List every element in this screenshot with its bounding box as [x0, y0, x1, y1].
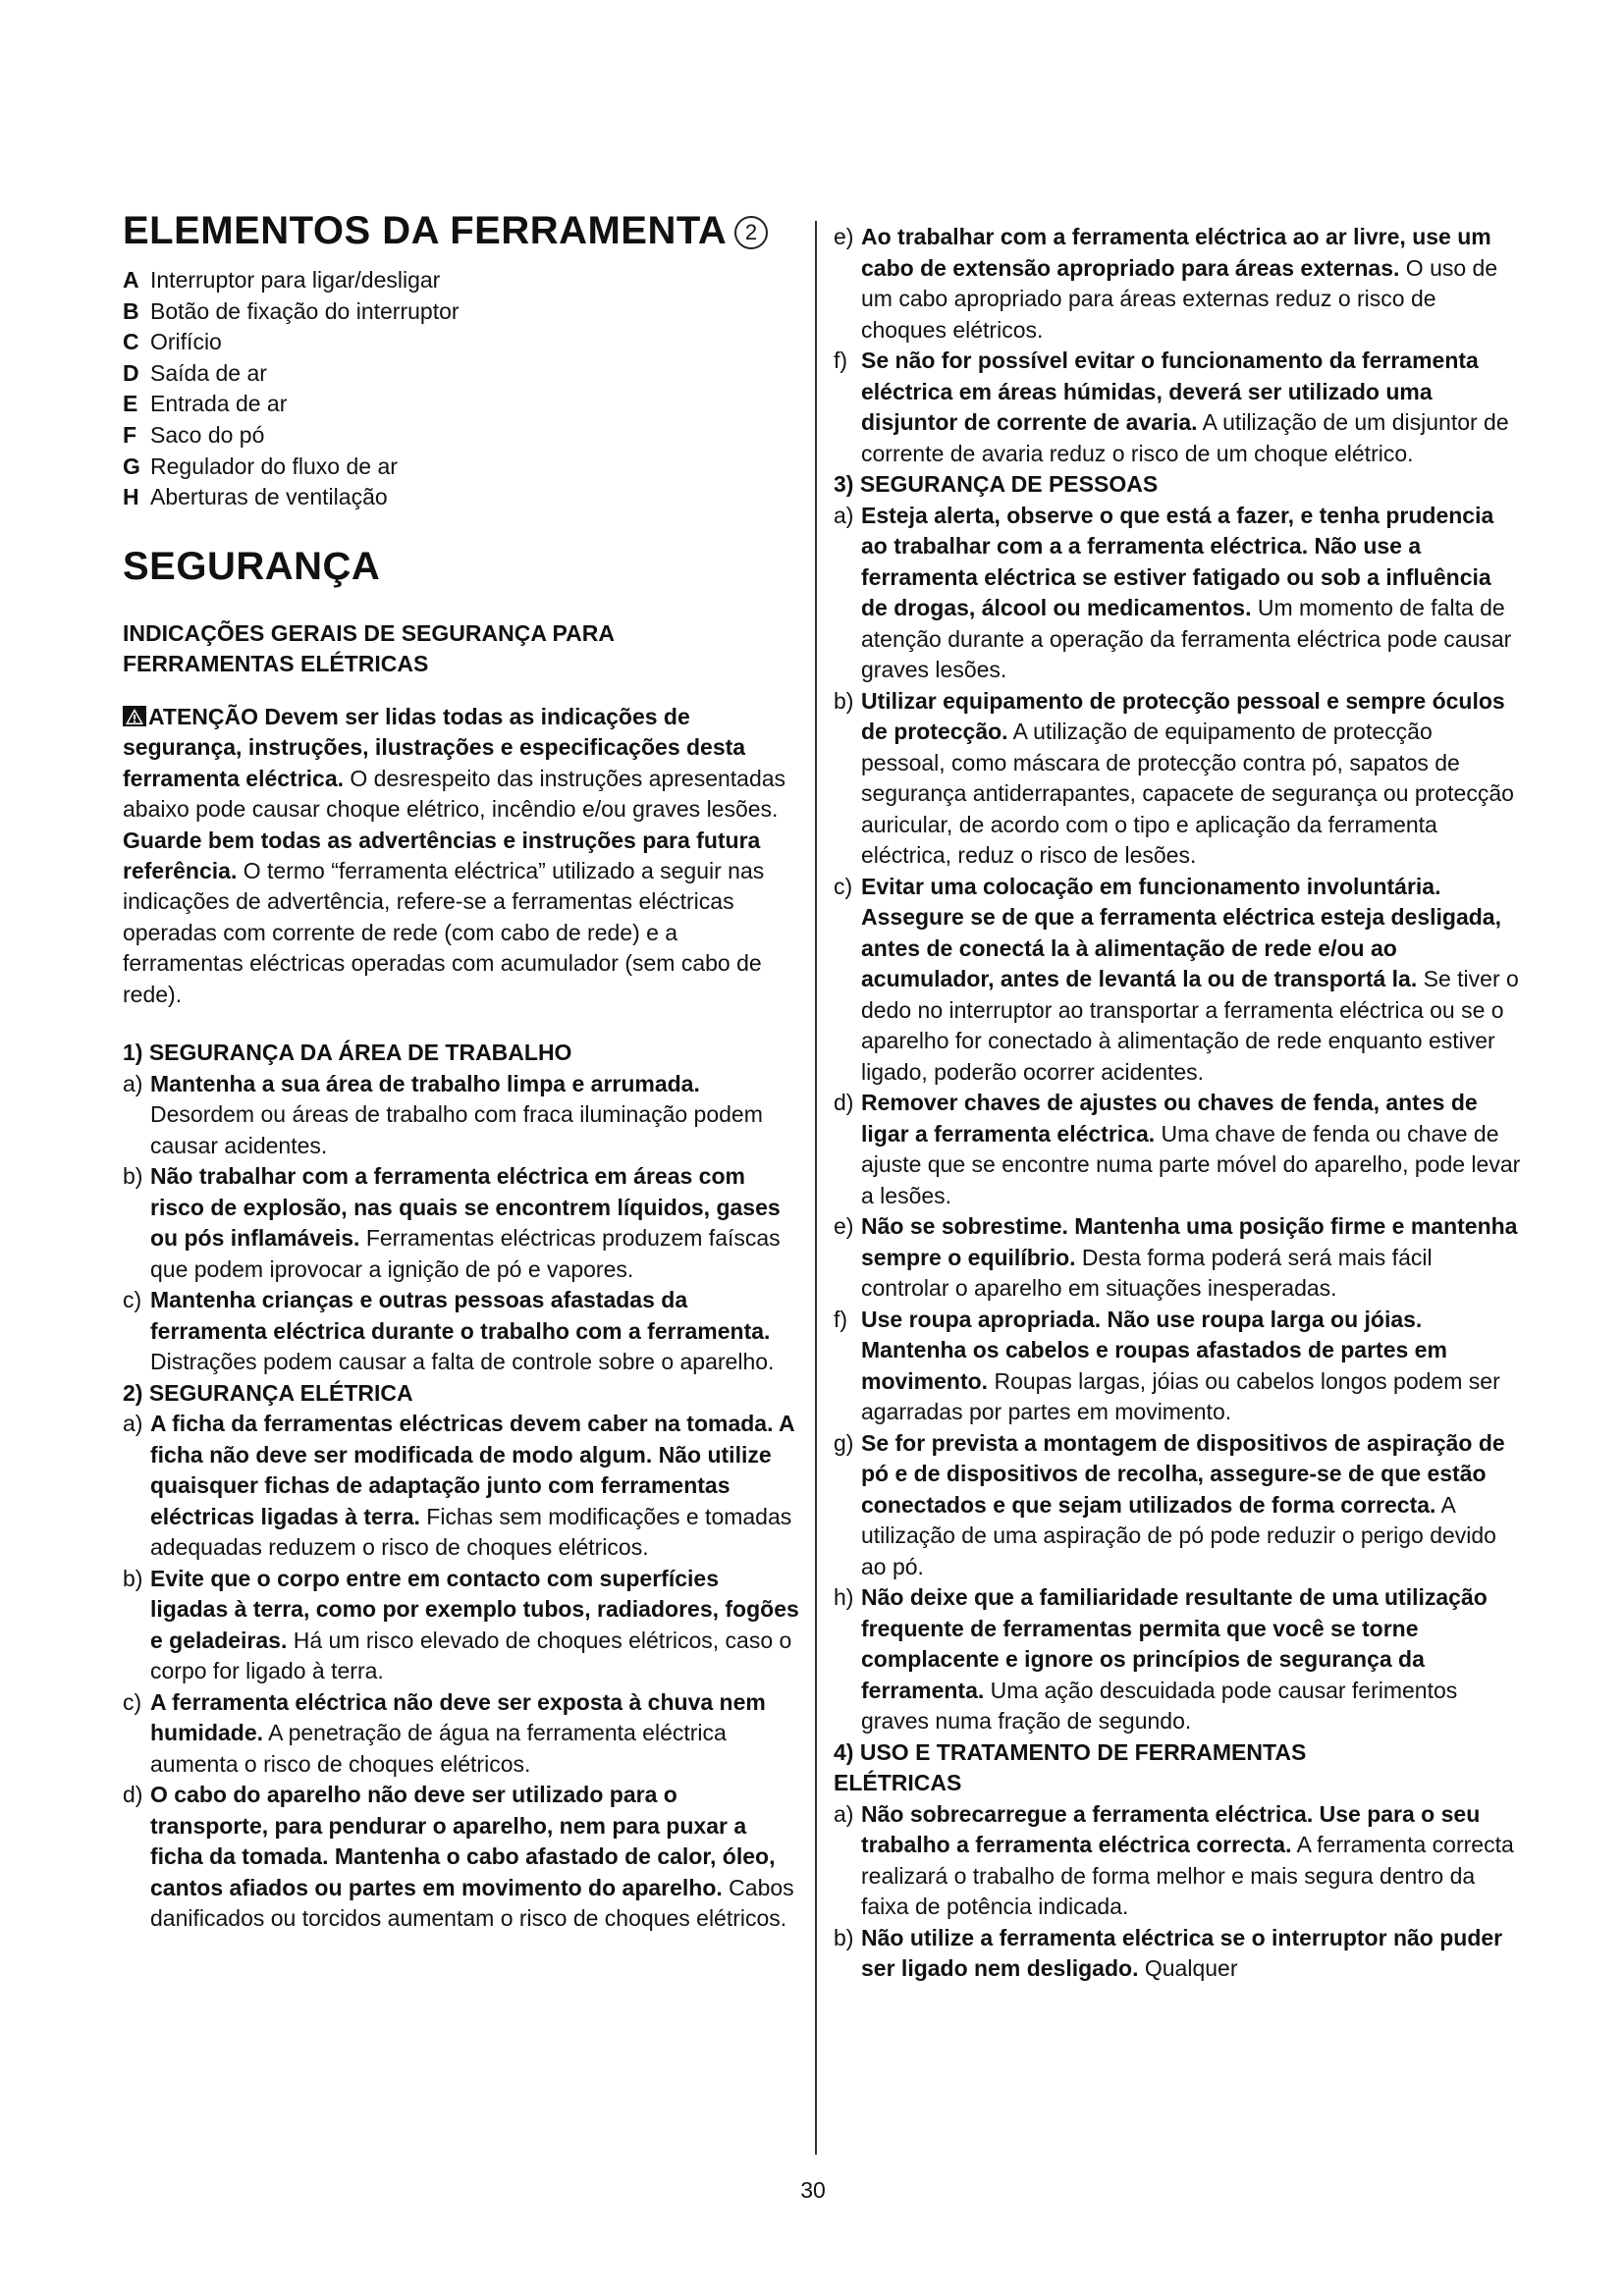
section-3-list [834, 501, 1521, 1737]
left-sections [123, 1038, 800, 1935]
list-item: G Regulador do fluxo de ar [123, 453, 398, 479]
list-item: E Entrada de ar [123, 391, 288, 417]
tool-elements-title-text: ELEMENTOS DA FERRAMENTA [123, 209, 728, 252]
page-number: 30 [800, 2177, 826, 2203]
list-item: H Aberturas de ventilação [123, 484, 388, 510]
right-sections [834, 222, 1521, 1985]
list-item: B Botão de fixação do interruptor [123, 297, 460, 324]
list-item: b) Não trabalhar com a ferramenta eléctrica em áreas com risco de explosão, nas quais se encontrem líquidos, gases ou pós inflamáveis. Ferramentas eléctricas produzem faíscas que podem iprovocar a ignição de pó e vapores. [123, 1163, 781, 1282]
figure-ref-badge: 2 [734, 216, 768, 249]
list-item: A Interruptor para ligar/desligar [123, 267, 441, 293]
warning-paragraph: ATENÇÃO Devem ser lidas todas as indicações de segurança, instruções, ilustrações e especificações desta ferramenta eléctrica. O desrespeito das instruções apresentadas abaixo pode causar choque elétrico, incêndio e/ou graves lesões. Guarde bem todas as advertências e instruções para futura referência. O termo “ferramenta eléctrica” utilizado a seguir nas indicações de advertência, refere-se a ferramentas eléctricas operadas com corrente de rede (com cabo de rede) e a ferramentas eléctricas operadas com acumulador (sem cabo de rede). [123, 704, 786, 1007]
warning-icon [123, 706, 146, 726]
section-heading: 3) SEGURANÇA DE PESSOAS [834, 471, 1159, 497]
section-heading: 4) USO E TRATAMENTO DE FERRAMENTAS ELÉTRICAS [834, 1738, 1307, 1795]
list-item: f) Use roupa apropriada. Não use roupa larga ou jóias. Mantenha os cabelos e roupas afastados de partes em movimento. Roupas largas, jóias ou cabelos longos podem ser agarradas por partes em movimento. [834, 1306, 1500, 1424]
safety-title: SEGURANÇA [123, 545, 381, 588]
list-item: a) Esteja alerta, observe o que está a fazer, e tenha prudencia ao trabalhar com a a ferramenta eléctrica. Não use a ferramenta eléctrica se estiver fatigado ou sob a influência de drogas, álcool ou medicamentos. Um momento de falta de atenção durante a operação da ferramenta eléctrica pode causar graves lesões. [834, 502, 1512, 682]
list-item: h) Não deixe que a familiaridade resultante de uma utilização frequente de ferramentas permita que você se torne complacente e ignore os princípios de segurança da ferramenta. Uma ação descuidada pode causar ferimentos graves numa fração de segundo. [834, 1584, 1488, 1734]
section-4-list [834, 1799, 1521, 1985]
list-item: d) O cabo do aparelho não deve ser utilizado para o transporte, para pendurar o aparelho, nem para puxar a ficha da tomada. Mantenha o cabo afastado de calor, óleo, cantos afiados ou partes em movimento do aparelho. Cabos danificados ou torcidos aumentam o risco de choques elétricos. [123, 1782, 794, 1931]
list-item: b) Utilizar equipamento de protecção pessoal e sempre óculos de protecção. A utilização de equipamento de protecção pessoal, como máscara de protecção contra pó, sapatos de segurança antiderrapantes, capacete de segurança ou protecção auricular, de acordo com o tipo e aplicação da ferramenta eléctrica, reduz o risco de lesões. [834, 687, 1514, 868]
list-item: g) Se for prevista a montagem de dispositivos de aspiração de pó e de dispositivos de recolha, assegure-se de que estão conectados e que sejam utilizados de forma correcta. A utilização de uma aspiração de pó pode reduzir o perigo devido ao pó. [834, 1429, 1505, 1579]
list-item: d) Remover chaves de ajustes ou chaves de fenda, antes de ligar a ferramenta eléctrica. Uma chave de fenda ou chave de ajuste que se encontre numa parte móvel do aparelho, pode levar a lesões. [834, 1090, 1521, 1208]
list-item: e) Ao trabalhar com a ferramenta eléctrica ao ar livre, use um cabo de extensão apropriado para áreas externas. O uso de um cabo apropriado para áreas externas reduz o risco de choques elétricos. [834, 224, 1498, 343]
list-item: b) Não utilize a ferramenta eléctrica se o interruptor não puder ser ligado nem desligado. Qualquer [834, 1924, 1503, 1981]
list-item: c) Evitar uma colocação em funcionamento involuntária. Assegure se de que a ferramenta eléctrica esteja desligada, antes de conectá la à alimentação de rede e/ou ao acumulador, antes de levantá la ou de transportá la. Se tiver o dedo no interruptor ao transportar a ferramenta eléctrica ou se o aparelho for conectado à alimentação de rede enquanto estiver ligado, poderão ocorrer acidentes. [834, 873, 1519, 1085]
list-item: C Orifício [123, 329, 222, 355]
section-2-list-left [123, 1409, 800, 1935]
list-item: a) Não sobrecarregue a ferramenta eléctrica. Use para o seu trabalho a ferramenta eléctrica correcta. A ferramenta correcta realizará o trabalho de forma melhor e mais segura dentro da faixa de potência indicada. [834, 1800, 1514, 1919]
list-item: c) A ferramenta eléctrica não deve ser exposta à chuva nem humidade. A penetração de água na ferramenta eléctrica aumenta o risco de choques elétricos. [123, 1688, 766, 1777]
section-1-list [123, 1069, 800, 1378]
list-item: e) Não se sobrestime. Mantenha uma posição firme e mantenha sempre o equilíbrio. Desta forma poderá será mais fácil controlar o aparelho em situações inesperadas. [834, 1213, 1518, 1301]
column-divider [815, 221, 817, 2155]
general-safety-heading: INDICAÇÕES GERAIS DE SEGURANÇA PARA FERRAMENTAS ELÉTRICAS [123, 620, 615, 676]
list-item: D Saída de ar [123, 359, 267, 386]
section-heading: 1) SEGURANÇA DA ÁREA DE TRABALHO [123, 1040, 572, 1065]
section-2-list-right [834, 222, 1521, 469]
list-item: F Saco do pó [123, 421, 265, 448]
list-item: a) Mantenha a sua área de trabalho limpa e arrumada. Desordem ou áreas de trabalho com fraca iluminação podem causar acidentes. [123, 1070, 763, 1158]
section-heading: 2) SEGURANÇA ELÉTRICA [123, 1379, 413, 1406]
list-item: a) A ficha da ferramentas eléctricas devem caber na tomada. A ficha não deve ser modificada de modo algum. Não utilize quaisquer fichas de adaptação junto com ferramentas eléctricas ligadas à terra. Fichas sem modificações e tomadas adequadas reduzem o risco de choques elétricos. [123, 1411, 794, 1560]
tool-elements-title [123, 208, 768, 253]
list-item: c) Mantenha crianças e outras pessoas afastadas da ferramenta eléctrica durante o trabalho com a ferramenta. Distrações podem causar a falta de controle sobre o aparelho. [123, 1287, 775, 1374]
tool-elements-list [123, 265, 460, 513]
list-item: f) Se não for possível evitar o funcionamento da ferramenta eléctrica em áreas húmidas, deverá ser utilizado uma disjuntor de corrente de avaria. A utilização de um disjuntor de corrente de avaria reduz o risco de um choque elétrico. [834, 347, 1509, 466]
list-item: b) Evite que o corpo entre em contacto com superfícies ligadas à terra, como por exemplo tubos, radiadores, fogões e geladeiras. Há um risco elevado de choques elétricos, caso o corpo for ligado à terra. [123, 1565, 799, 1683]
